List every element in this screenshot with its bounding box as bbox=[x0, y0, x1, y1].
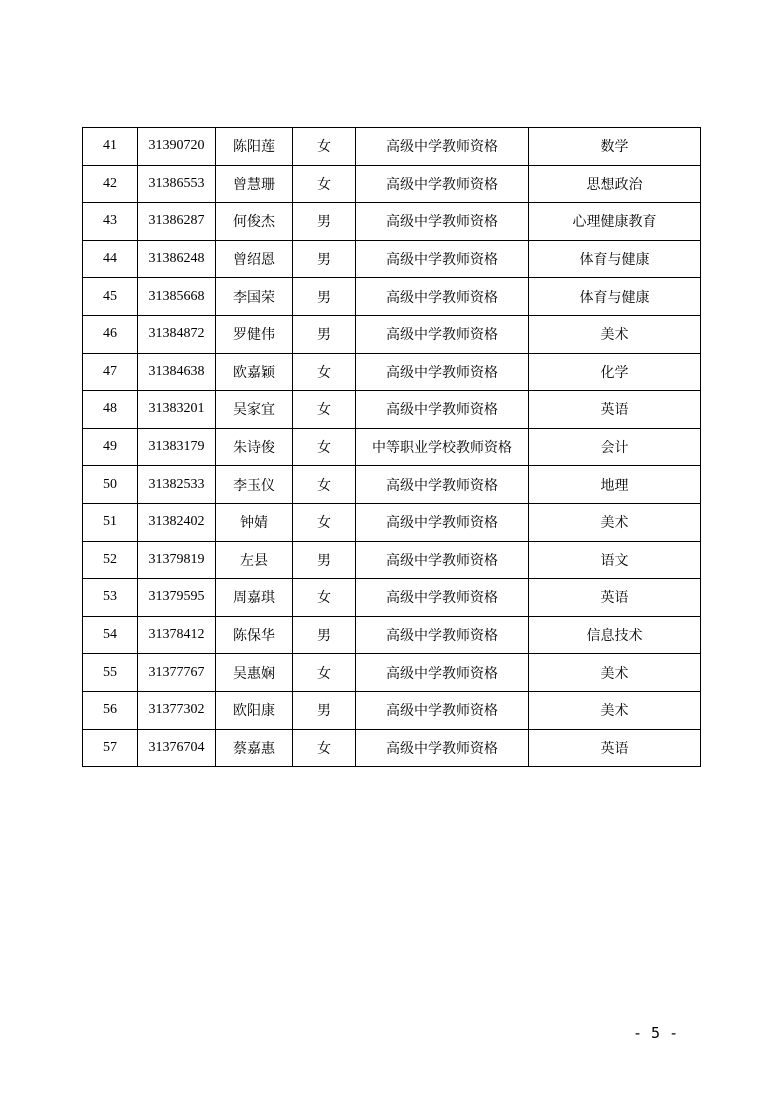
table-row bbox=[83, 315, 701, 353]
candidate-id-cell: 31384638 bbox=[138, 353, 216, 391]
candidate-id-cell: 31377767 bbox=[138, 654, 216, 692]
candidate-id-cell: 31376704 bbox=[138, 729, 216, 767]
subject-cell: 体育与健康 bbox=[529, 240, 701, 278]
candidate-id-cell: 31386553 bbox=[138, 165, 216, 203]
row-number-cell: 44 bbox=[83, 240, 138, 278]
subject-cell: 数学 bbox=[529, 128, 701, 166]
qualification-cell: 高级中学教师资格 bbox=[356, 203, 529, 241]
gender-cell: 男 bbox=[293, 240, 356, 278]
qualification-cell: 高级中学教师资格 bbox=[356, 353, 529, 391]
table-row bbox=[83, 353, 701, 391]
subject-cell: 语文 bbox=[529, 541, 701, 579]
gender-cell: 男 bbox=[293, 315, 356, 353]
qualification-cell: 高级中学教师资格 bbox=[356, 315, 529, 353]
row-number-cell: 46 bbox=[83, 315, 138, 353]
name-cell: 李国荣 bbox=[216, 278, 293, 316]
name-cell: 欧阳康 bbox=[216, 691, 293, 729]
qualification-cell: 高级中学教师资格 bbox=[356, 654, 529, 692]
subject-cell: 体育与健康 bbox=[529, 278, 701, 316]
name-cell: 罗健伟 bbox=[216, 315, 293, 353]
subject-cell: 会计 bbox=[529, 428, 701, 466]
subject-cell: 化学 bbox=[529, 353, 701, 391]
gender-cell: 男 bbox=[293, 541, 356, 579]
subject-cell: 信息技术 bbox=[529, 616, 701, 654]
qualification-cell: 高级中学教师资格 bbox=[356, 503, 529, 541]
name-cell: 蔡嘉惠 bbox=[216, 729, 293, 767]
name-cell: 何俊杰 bbox=[216, 203, 293, 241]
name-cell: 欧嘉颖 bbox=[216, 353, 293, 391]
candidate-id-cell: 31386248 bbox=[138, 240, 216, 278]
name-cell: 吴惠娴 bbox=[216, 654, 293, 692]
qualification-cell: 高级中学教师资格 bbox=[356, 466, 529, 504]
subject-cell: 美术 bbox=[529, 654, 701, 692]
qualification-cell: 高级中学教师资格 bbox=[356, 691, 529, 729]
qualification-cell: 高级中学教师资格 bbox=[356, 165, 529, 203]
candidate-id-cell: 31384872 bbox=[138, 315, 216, 353]
qualification-cell: 高级中学教师资格 bbox=[356, 278, 529, 316]
gender-cell: 女 bbox=[293, 579, 356, 617]
gender-cell: 女 bbox=[293, 128, 356, 166]
candidate-id-cell: 31378412 bbox=[138, 616, 216, 654]
row-number-cell: 50 bbox=[83, 466, 138, 504]
page-number: - 5 - bbox=[633, 1024, 679, 1042]
gender-cell: 男 bbox=[293, 203, 356, 241]
gender-cell: 男 bbox=[293, 616, 356, 654]
name-cell: 曾绍恩 bbox=[216, 240, 293, 278]
table-row bbox=[83, 579, 701, 617]
gender-cell: 女 bbox=[293, 391, 356, 429]
subject-cell: 美术 bbox=[529, 315, 701, 353]
candidate-id-cell: 31382402 bbox=[138, 503, 216, 541]
qualification-cell: 高级中学教师资格 bbox=[356, 240, 529, 278]
subject-cell: 英语 bbox=[529, 579, 701, 617]
table-row bbox=[83, 278, 701, 316]
gender-cell: 女 bbox=[293, 428, 356, 466]
gender-cell: 女 bbox=[293, 165, 356, 203]
name-cell: 周嘉琪 bbox=[216, 579, 293, 617]
row-number-cell: 56 bbox=[83, 691, 138, 729]
candidate-id-cell: 31385668 bbox=[138, 278, 216, 316]
name-cell: 左县 bbox=[216, 541, 293, 579]
candidate-id-cell: 31383179 bbox=[138, 428, 216, 466]
subject-cell: 英语 bbox=[529, 391, 701, 429]
table-row bbox=[83, 541, 701, 579]
candidate-id-cell: 31383201 bbox=[138, 391, 216, 429]
row-number-cell: 42 bbox=[83, 165, 138, 203]
gender-cell: 男 bbox=[293, 278, 356, 316]
subject-cell: 英语 bbox=[529, 729, 701, 767]
row-number-cell: 54 bbox=[83, 616, 138, 654]
subject-cell: 思想政治 bbox=[529, 165, 701, 203]
qualification-cell: 中等职业学校教师资格 bbox=[356, 428, 529, 466]
gender-cell: 女 bbox=[293, 466, 356, 504]
table-row bbox=[83, 165, 701, 203]
candidate-id-cell: 31377302 bbox=[138, 691, 216, 729]
subject-cell: 地理 bbox=[529, 466, 701, 504]
subject-cell: 美术 bbox=[529, 691, 701, 729]
candidate-id-cell: 31379595 bbox=[138, 579, 216, 617]
table-row bbox=[83, 616, 701, 654]
row-number-cell: 43 bbox=[83, 203, 138, 241]
name-cell: 李玉仪 bbox=[216, 466, 293, 504]
subject-cell: 心理健康教育 bbox=[529, 203, 701, 241]
name-cell: 陈保华 bbox=[216, 616, 293, 654]
table-row bbox=[83, 391, 701, 429]
name-cell: 钟婧 bbox=[216, 503, 293, 541]
table-row bbox=[83, 428, 701, 466]
row-number-cell: 51 bbox=[83, 503, 138, 541]
qualification-cell: 高级中学教师资格 bbox=[356, 541, 529, 579]
table-row bbox=[83, 503, 701, 541]
qualification-cell: 高级中学教师资格 bbox=[356, 616, 529, 654]
candidate-id-cell: 31390720 bbox=[138, 128, 216, 166]
row-number-cell: 49 bbox=[83, 428, 138, 466]
table-row bbox=[83, 466, 701, 504]
name-cell: 曾慧珊 bbox=[216, 165, 293, 203]
name-cell: 吴家宜 bbox=[216, 391, 293, 429]
table-row bbox=[83, 729, 701, 767]
gender-cell: 女 bbox=[293, 729, 356, 767]
roster-table bbox=[82, 127, 701, 767]
gender-cell: 男 bbox=[293, 691, 356, 729]
gender-cell: 女 bbox=[293, 503, 356, 541]
table-row bbox=[83, 654, 701, 692]
table-row bbox=[83, 128, 701, 166]
qualification-cell: 高级中学教师资格 bbox=[356, 128, 529, 166]
candidate-id-cell: 31382533 bbox=[138, 466, 216, 504]
table-row bbox=[83, 203, 701, 241]
roster-body bbox=[83, 128, 701, 767]
qualification-cell: 高级中学教师资格 bbox=[356, 391, 529, 429]
row-number-cell: 53 bbox=[83, 579, 138, 617]
candidate-id-cell: 31386287 bbox=[138, 203, 216, 241]
qualification-cell: 高级中学教师资格 bbox=[356, 729, 529, 767]
subject-cell: 美术 bbox=[529, 503, 701, 541]
row-number-cell: 41 bbox=[83, 128, 138, 166]
row-number-cell: 52 bbox=[83, 541, 138, 579]
row-number-cell: 47 bbox=[83, 353, 138, 391]
qualification-cell: 高级中学教师资格 bbox=[356, 579, 529, 617]
gender-cell: 女 bbox=[293, 654, 356, 692]
table-row bbox=[83, 240, 701, 278]
name-cell: 陈阳莲 bbox=[216, 128, 293, 166]
table-row bbox=[83, 691, 701, 729]
row-number-cell: 55 bbox=[83, 654, 138, 692]
row-number-cell: 57 bbox=[83, 729, 138, 767]
row-number-cell: 48 bbox=[83, 391, 138, 429]
gender-cell: 女 bbox=[293, 353, 356, 391]
row-number-cell: 45 bbox=[83, 278, 138, 316]
candidate-id-cell: 31379819 bbox=[138, 541, 216, 579]
name-cell: 朱诗俊 bbox=[216, 428, 293, 466]
